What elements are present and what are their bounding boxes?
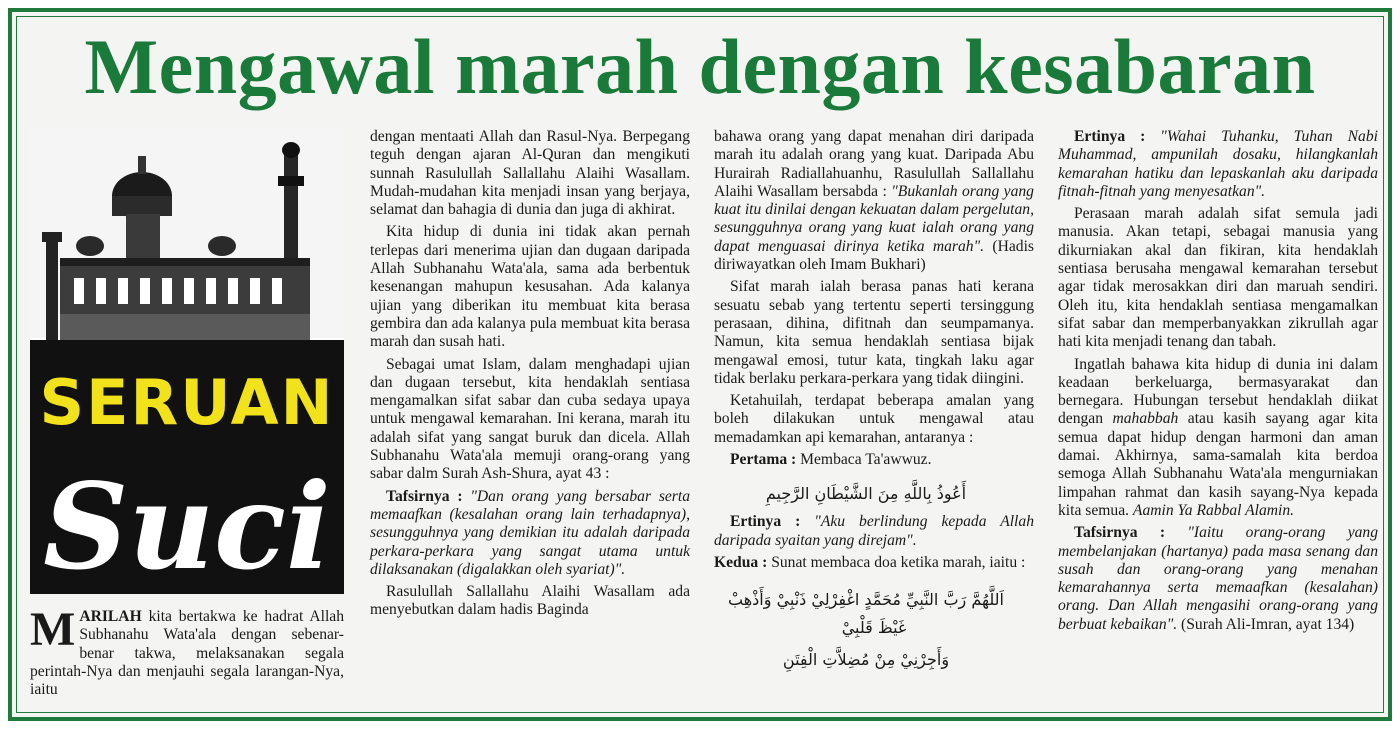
meaning-label: Ertinya : [730,513,801,531]
logo-text-suci: Suci [43,457,331,594]
tafsir-paragraph: Tafsirnya : "Iaitu orang-orang yang membelanjakan (hartanya) pada masa senang dan susah dan orang-orang yang menahan kemarahannya serta memaafkan (kesalahan) orang. Dan Allah mengasihi orang-orang yang berbuat kebaikan". (Surah Ali-Imran, ayat 134) [1058,524,1379,633]
meaning-paragraph: Ertinya : "Wahai Tuhanku, Tuhan Nabi Muhammad, ampunilah dosaku, hilangkanlah kemarahan hatiku dan lepaskanlah aku daripada fitnah-fitnah yang menyesatkan". [1058,128,1378,200]
paragraph: Kita hidup di dunia ini tidak akan pernah terlepas dari menerima ujian dan dugaan daripada Allah Subhanahu Wata'ala, sama ada berbentuk kesenangan mahupun kesusahan. Ada kalanya ujian yang diberikan itu membuat kita berasa gembira dan ada kalanya pula membuat kita berasa marah dan susah hati. [370,223,690,351]
logo-text-seruan: SERUAN [39,366,335,439]
step-second: Kedua : Sunat membaca doa ketika marah, iaitu : [714,553,1026,571]
paragraph: Rasulullah Sallallahu Alaihi Wasallam ada menyebutkan dalam hadis Baginda [370,583,690,619]
step-label: Pertama : [730,451,797,469]
headline: Mengawal marah dengan kesabaran [84,23,1316,110]
arabic-taawwuz: أَعُوذُ بِاللَّهِ مِنَ الشَّيْطَانِ الرَّجِيمِ [765,484,967,504]
intro-text: kita bertakwa ke hadrat Allah Subhanahu Wata'ala dengan sebenar-benar takwa, melaksanakan segala perintah-Nya dan menjauhi segala larangan-Nya, iaitu [30,608,344,699]
column-4 [1058,128,1378,638]
dropcap: M [30,603,76,656]
hadith-paragraph: bahawa orang yang dapat menahan diri daripada marah itu adalah orang yang kuat. Daripada Abu Hurairah Radiallahuanhu, Rasulullah Sallallahu Alaihi Wasallam bersabda : "Bukanlah orang yang kuat itu dinilai dengan kekuatan dalam pergelutan, sesungguhnya orang yang kuat ialah orang yang dapat menguasai dirinya ketika marah". (Hadis diriwayatkan oleh Imam Bukhari) [714,128,1034,274]
step-label: Kedua : [714,553,768,571]
seruan-suci-logo [30,128,344,594]
tafsir-label: Tafsirnya : [386,487,463,505]
paragraph: Sifat marah ialah berasa panas hati kerana sesuatu sebab yang tertentu seperti tersinggung perasaan, dihina, difitnah dan seumpamanya. Namun, kita semua hendaklah sentiasa bijak mengawal emosi, tutur kata, tingkah laku agar tidak berlaku perkara-perkara yang tidak diingini. [714,278,1034,387]
paragraph: Ketahuilah, terdapat beberapa amalan yang boleh dilakukan untuk mengawal atau memadamkan api kemarahan, antaranya : [714,392,1034,446]
paragraph: dengan mentaati Allah dan Rasul-Nya. Berpegang teguh dengan ajaran Al-Quran dan mengikuti sunnah Rasulullah Sallallahu Alaihi Wasallam. Mudah-mudahan kita menjadi insan yang berjaya, selamat dan bahagia di dunia dan juga di akhirat. [370,128,690,219]
arabic-doa-line-2: وَأَجِرْنِيْ مِنْ مُضِلاَّتِ الْفِتَنِ [782,650,950,670]
lead-word: ARILAH [79,608,142,625]
intro-paragraph [30,603,344,699]
step-first: Pertama : Membaca Ta'awwuz. [730,451,932,469]
tafsir-label: Tafsirnya : [1074,524,1166,542]
tafsir-text: "Dan orang yang bersabar serta memaafkan (kesalahan orang lain terhadapnya), sesungguhnya yang demikian itu adalah daripada perkara-perkara yang sangat utama untuk dilaksanakan (digalakkan oleh syariat)". [370,487,691,578]
hadith-quote: "Bukanlah orang yang kuat itu dinilai dengan kekuatan dalam pergelutan, sesungguhnya orang yang kuat ialah orang yang dapat menguasai dirinya ketika marah". [714,182,1034,255]
paragraph: Perasaan marah adalah sifat semula jadi manusia. Akan tetapi, sebagai manusia yang dikurniakan akal dan fikiran, kita hendaklah sentiasa berusaha mengawal kemarahan tersebut agar tidak merosakkan diri dan maruah sendiri. Oleh itu, kita hendaklah sentiasa mengamalkan sifat sabar dan memperbanyakkan zikrullah agar hati kita menjadi tenang dan tabah. [1058,205,1378,351]
column-3 [714,128,1034,678]
paragraph: Sebagai umat Islam, dalam menghadapi ujian dan dugaan tersebut, kita hendaklah sentiasa mengamalkan sifat sabar dan cuba sedaya upaya untuk mengawal kemarahan. Ini kerana, marah itu adalah sifat yang sangat buruk dan dicela. Allah Subhanahu Wata'ala memuji orang-orang yang sabar dalm Surah Ash-Shura, ayat 43 : [370,355,690,483]
tafsir-paragraph [370,488,690,579]
meaning-label: Ertinya : [1074,128,1146,145]
arabic-doa-line-1: اَللَّهُمَّ رَبَّ النَّبِيِّ مُحَمَّدٍ اغْفِرْلِيْ ذَنْبِيْ وَأَذْهِبْ غَيْظَ قَلْبِيْ [728,590,1004,638]
column-2 [370,128,690,624]
column-1 [30,603,344,703]
paragraph: Ingatlah bahawa kita hidup di dunia ini dalam keadaan berkeluarga, bermasyarakat dan bernegara. Hubungan tersebut hendaklah diikat dengan mahabbah atau kasih sayang agar kita semua dapat hidup dengan harmoni dan aman damai. Akhirnya, sama-samalah kita berdoa semoga Allah Subhanahu Wata'ala mengurniakan limpahan rahmat dan kasih sayang-Nya kepada kita semua. Aamin Ya Rabbal Alamin. [1058,355,1378,519]
mosque-illustration [30,128,344,594]
meaning-paragraph: Ertinya : "Aku berlindung kepada Allah daripada syaitan yang direjam". [714,513,1034,549]
